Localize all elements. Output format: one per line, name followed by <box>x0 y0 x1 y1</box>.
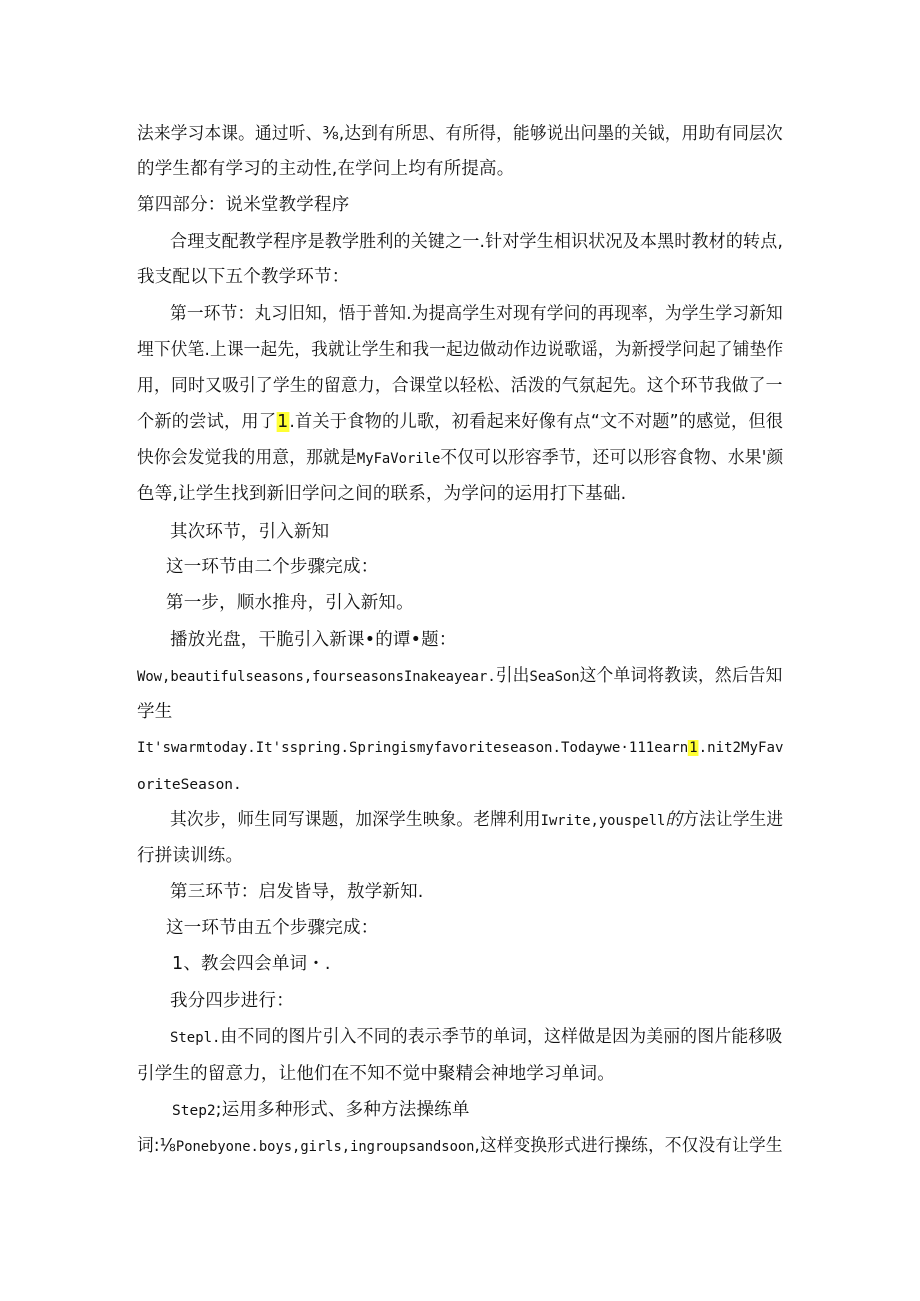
text-line: 埋下伏笔.上课一起先，我就让学生和我一起边做动作边说歌谣，为新授学问起了铺垫作 <box>137 340 784 360</box>
text-line: 其次步，师生同写课题，加深学生映象。老牌利用Iwrite,youspell的方法让学生进 <box>170 810 784 830</box>
text-line: It'swarmtoday.It'sspring.Springismyfavoriteseason.Todaywe·111earn1.nit2MyFav <box>137 740 784 756</box>
text-line: 引学生的留意力，让他们在不知不觉中聚精会神地学习单词。 <box>137 1064 615 1084</box>
text-line: 法来学习本课。通过听、⅜,达到有所思、有所得，能够说出问墨的关钺，用助有同层次 <box>137 124 783 144</box>
text-line: 用，同时又吸引了学生的留意力，合课堂以轻松、活泼的气氛起先。这个环节我做了一 <box>137 376 783 396</box>
text-line: 色等,让学生找到新旧学问之间的联系，为学问的运用打下基础. <box>137 484 627 504</box>
text-line: 播放光盘，干脆引入新课•的谭•题： <box>170 630 457 650</box>
text-line: 合理支配教学程序是教学胜利的关键之一.针对学生相识状况及本黑时教材的转点, <box>170 232 784 252</box>
text-line: oriteSeason. <box>137 777 242 793</box>
section-heading: 第四部分：说米堂教学程序 <box>137 195 350 215</box>
text-line: 快你会发觉我的用意，那就是MyFaVorile不仅可以形容季节，还可以形容食物、水果'颜 <box>137 448 784 468</box>
text-line: 个新的尝试，用了1.首关于食物的儿歌，初看起来好像有点“文不对题”的感觉，但很 <box>137 412 784 432</box>
text-line: 第一步，顺水推舟，引入新知。 <box>166 593 414 613</box>
text-line: 这一环节由二个步骤完成： <box>166 557 379 577</box>
text-line: 我分四步进行： <box>170 991 294 1011</box>
text-line: 1、教会四会单词・. <box>172 954 331 974</box>
section-heading: 其次环节，引入新知 <box>170 522 330 542</box>
text-line: Wow,beautifulseasons,fourseasonsInakeayear.引出SeaSon这个单词将教读，然后告知 <box>137 666 783 686</box>
highlight-marker: 1 <box>689 740 698 756</box>
text-line: 第一环节：丸习旧知，悟于普知.为提高学生对现有学问的再现率，为学生学习新知 <box>170 304 783 324</box>
text-line: 我支配以下五个教学环节： <box>137 267 350 287</box>
section-heading: 第三环节：启发皆导，敖学新知. <box>170 882 424 902</box>
text-line: 行拼读训练。 <box>137 846 244 866</box>
text-line: 这一环节由五个步骤完成： <box>166 918 379 938</box>
text-line: 学生 <box>137 702 173 722</box>
text-line: Step2;运用多种形式、多种方法操练单 <box>172 1100 470 1120</box>
highlight-marker: 1 <box>277 412 289 432</box>
text-line: 词:⅛Ponebyone.boys,girls,ingroupsandsoon,这样变换形式进行操练，不仅没有让学生 <box>137 1136 783 1156</box>
text-line: 的学生都有学习的主动性,在学问上均有所提高。 <box>137 159 515 179</box>
text-line: Stepl.由不同的图片引入不同的表示季节的单词，这样做是因为美丽的图片能移吸 <box>170 1027 783 1047</box>
